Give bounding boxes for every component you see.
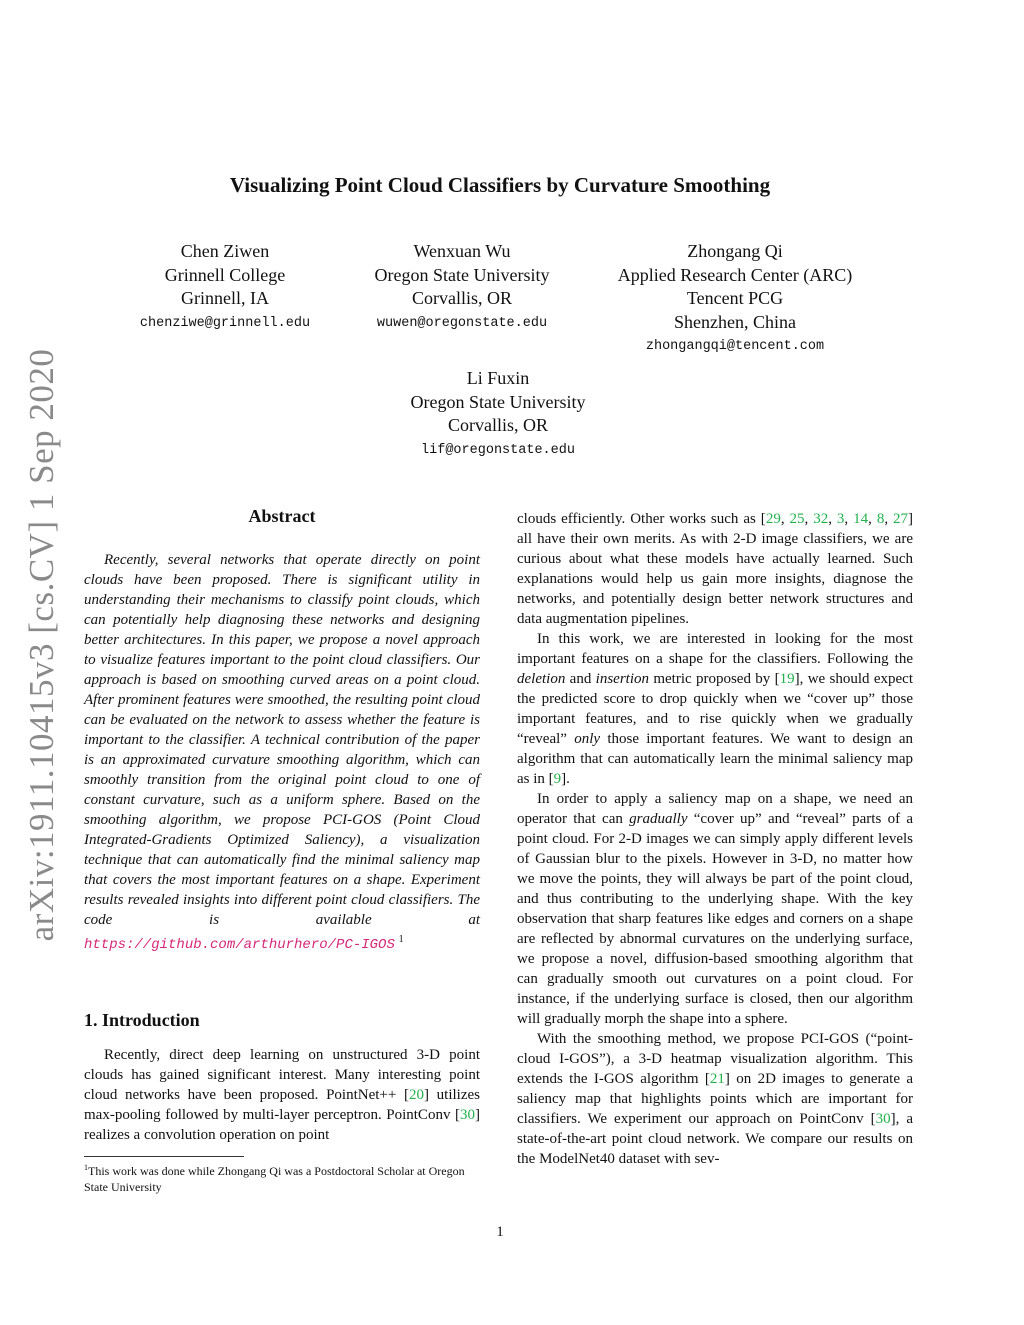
citation-link[interactable]: 27 (893, 511, 909, 527)
author-block (342, 240, 582, 337)
author-name: Zhongang Qi (687, 241, 783, 261)
right-column (517, 509, 913, 1169)
footnote (84, 1160, 480, 1195)
author-name: Wenxuan Wu (413, 241, 511, 261)
author-email[interactable]: zhongangqi@tencent.com (645, 339, 825, 354)
author-block (125, 240, 325, 337)
abstract-heading: Abstract (248, 506, 316, 526)
author-affiliation-2: Tencent PCG (686, 288, 784, 308)
citation-link[interactable]: 3 (836, 511, 845, 527)
citation-link[interactable]: 20 (409, 1087, 424, 1103)
author-location: Corvallis, OR (411, 288, 512, 308)
paragraph: clouds efficiently. Other works such as [29, 25, 32, 3, 14, 8, 27] all have their own merits. As with 2-D image classifiers, we are curious about what these models have actually learned. Such explanations would help us gain more insights, diagnose the networks, and potentially design better network structures and data augmentation pipelines. (517, 511, 914, 627)
paragraph: With the smoothing method, we propose PCI-GOS (“point-cloud I-GOS”), a 3-D heatmap visualization algorithm. This extends the I-GOS algorithm [21] on 2D images to generate a saliency map that highlights points which are important for classifiers. We experiment our approach on PointConv [30], a state-of-the-art point cloud network. We compare our results on the ModelNet40 dataset with sev- (517, 1031, 914, 1167)
author-name: Chen Ziwen (180, 241, 270, 261)
paragraph: In this work, we are interested in looking for the most important features on a shape for the classifiers. Following the deletion and insertion metric proposed by [19], we should expect the predicted score to drop quickly when we “cover up” those important features, and to rise quickly when we gradually “reveal” only those important features. We want to design an algorithm that can automatically learn the minimal saliency map as in [9]. (517, 631, 913, 787)
citation-link[interactable]: 30 (875, 1111, 891, 1127)
author-location: Shenzhen, China (674, 311, 796, 332)
author-location: Grinnell, IA (181, 288, 269, 308)
citation-link[interactable]: 25 (789, 511, 805, 527)
author-email[interactable]: lif@oregonstate.edu (421, 442, 575, 458)
author-name: Li Fuxin (466, 368, 530, 388)
footnote-number: 1 (84, 1163, 88, 1172)
author-affiliation: Oregon State University (374, 264, 550, 285)
citation-link[interactable]: 14 (853, 511, 869, 527)
author-affiliation: Grinnell College (164, 264, 286, 285)
author-email[interactable]: chenziwe@grinnell.edu (139, 315, 311, 331)
footnote-mark: 1 (398, 934, 404, 945)
code-link[interactable]: https://github.com/arthurhero/PC-IGOS (84, 937, 395, 953)
paragraph: In order to apply a saliency map on a shape, we need an operator that can gradually “cover up” and “reveal” parts of a point cloud. For 2-D images we can simply apply different levels of Gaussian blur to the pixels. However in 3-D, no matter how we move the points, they will always be part of the point cloud, and thus contributing to the underlying shape. With the key observation that sharp features like edges and corners on a shape are reflected by abnormal curvatures on the underlying surface, we propose a novel, diffusion-based smoothing algorithm that can gradually smooth out curvatures on a point cloud. For instance, if the underlying surface is closed, then our algorithm will gradually morph the shape into a sphere. (517, 791, 914, 1027)
citation-link[interactable]: 29 (765, 511, 781, 527)
author-location: Corvallis, OR (447, 415, 548, 435)
abstract-body (84, 550, 480, 955)
author-block (600, 240, 870, 360)
citation-link[interactable]: 8 (876, 511, 885, 527)
arxiv-stamp: arXiv:1911.10415v3 [cs.CV] 1 Sep 2020 (22, 348, 61, 942)
citation-link[interactable]: 32 (813, 511, 829, 527)
footnote-text: This work was done while Zhongang Qi was a Postdoctoral Scholar at Oregon State University (84, 1164, 465, 1194)
citation-link[interactable]: 30 (460, 1107, 475, 1123)
citation-link[interactable]: 21 (709, 1071, 725, 1087)
section-heading: 1. Introduction (84, 1010, 200, 1030)
author-affiliation: Oregon State University (410, 391, 586, 412)
citation-link[interactable]: 9 (553, 771, 562, 787)
footnote-rule (84, 1156, 244, 1157)
author-block (378, 367, 618, 464)
paper-title: Visualizing Point Cloud Classifiers by Curvature Smoothing (229, 173, 771, 197)
citation-link[interactable]: 19 (779, 671, 795, 687)
intro-paragraph: Recently, direct deep learning on unstructured 3-D point clouds has gained significant interest. Many interesting point cloud networks have been proposed. PointNet++ [20] utilizes max-pooling followed by multi-layer perceptron. PointConv [30] realizes a convolution operation on point (84, 1047, 480, 1143)
author-email[interactable]: wuwen@oregonstate.edu (376, 315, 548, 331)
author-affiliation: Applied Research Center (ARC) (617, 264, 853, 285)
page-number: 1 (496, 1224, 504, 1240)
abstract-text: Recently, several networks that operate directly on point clouds have been proposed. There is significant utility in understanding their mechanisms to classify point clouds, which can potentially help diagnosing these networks and designing better architectures. In this paper, we propose a novel approach to visualize features important to the point cloud classifiers. Our approach is based on smoothing curved areas on a point cloud. After prominent features were smoothed, the resulting point cloud can be evaluated on the network to assess whether the feature is important to the classifier. A technical contribution of the paper is an approximated curvature smoothing algorithm, which can smoothly transition from the original point cloud to one of constant curvature, such as a uniform sphere. Based on the smoothing algorithm, we propose PCI-GOS (Point Cloud Integrated-Gradients Optimized Saliency), a visualization technique that can automatically find the minimal saliency map that covers the most important features on a shape. Experiment results revealed insights into different point cloud classifiers. The code is available at (84, 552, 480, 928)
